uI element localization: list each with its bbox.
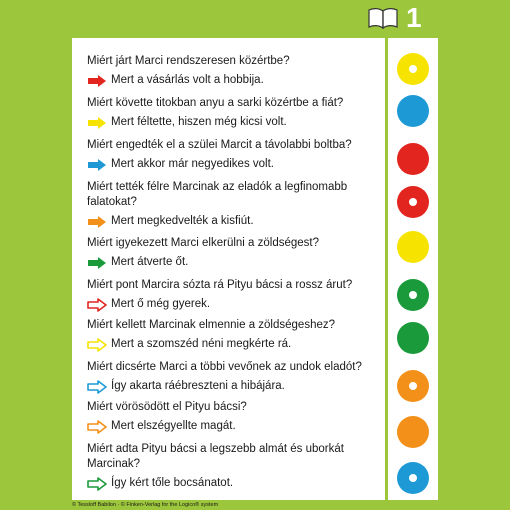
answer-text: Mert megkedvelték a kisfiút. bbox=[111, 215, 254, 227]
answer-row bbox=[87, 157, 377, 172]
color-dot-yellow bbox=[397, 53, 429, 85]
answer-row bbox=[87, 73, 377, 88]
answer-text: Így akarta ráébreszteni a hibájára. bbox=[111, 380, 285, 392]
arrow-right-icon bbox=[87, 74, 107, 88]
qa-item bbox=[87, 54, 377, 88]
color-dot-orange bbox=[397, 370, 429, 402]
answer-text: Mert elszégyellte magát. bbox=[111, 420, 236, 432]
header-bar bbox=[0, 0, 510, 38]
answer-row bbox=[87, 214, 377, 229]
qa-item bbox=[87, 442, 377, 491]
question-text: Miért tették félre Marcinak az eladók a legfinomabb falatokat? bbox=[87, 181, 348, 208]
question-text: Miért pont Marcira sózta rá Pityu bácsi a rossz árut? bbox=[87, 279, 353, 291]
color-dot-yellow bbox=[397, 231, 429, 263]
answer-row bbox=[87, 379, 377, 394]
answer-text: Mert féltette, hiszen még kicsi volt. bbox=[111, 116, 287, 128]
answer-text: Mert akkor már negyedikes volt. bbox=[111, 158, 274, 170]
qa-item bbox=[87, 180, 377, 229]
color-dot-blue bbox=[397, 462, 429, 494]
answer-row bbox=[87, 297, 377, 312]
qa-item bbox=[87, 96, 377, 130]
question-text: Miért igyekezett Marci elkerülni a zöldségest? bbox=[87, 237, 320, 249]
qa-item bbox=[87, 138, 377, 172]
color-dot-blue bbox=[397, 95, 429, 127]
arrow-right-icon bbox=[87, 256, 107, 270]
answer-row bbox=[87, 255, 377, 270]
arrow-right-icon bbox=[87, 380, 107, 394]
arrow-right-icon bbox=[87, 158, 107, 172]
qa-item bbox=[87, 278, 377, 312]
arrow-right-icon bbox=[87, 298, 107, 312]
page-number: 1 bbox=[406, 2, 422, 33]
color-dot-orange bbox=[397, 416, 429, 448]
question-text: Miért vörösödött el Pityu bácsi? bbox=[87, 401, 247, 413]
qa-item bbox=[87, 318, 377, 352]
answer-row bbox=[87, 115, 377, 130]
arrow-right-icon bbox=[87, 215, 107, 229]
answer-text: Mert átverte őt. bbox=[111, 256, 189, 268]
question-text: Miért adta Pityu bácsi a legszebb almát és uborkát Marcinak? bbox=[87, 443, 344, 470]
color-dot-green bbox=[397, 279, 429, 311]
answer-row bbox=[87, 419, 377, 434]
color-dot-red bbox=[397, 143, 429, 175]
qa-item bbox=[87, 400, 377, 434]
question-text: Miért követte titokban anyu a sarki közértbe a fiát? bbox=[87, 97, 344, 109]
question-text: Miért járt Marci rendszeresen közértbe? bbox=[87, 55, 290, 67]
arrow-right-icon bbox=[87, 116, 107, 130]
arrow-right-icon bbox=[87, 420, 107, 434]
answer-text: Így kért tőle bocsánatot. bbox=[111, 477, 234, 489]
question-text: Miért dicsérte Marci a többi vevőnek az undok eladót? bbox=[87, 361, 362, 373]
color-dot-red bbox=[397, 186, 429, 218]
question-text: Miért engedték el a szülei Marcit a távolabbi boltba? bbox=[87, 139, 352, 151]
arrow-right-icon bbox=[87, 477, 107, 491]
answer-row bbox=[87, 476, 377, 491]
qa-item bbox=[87, 236, 377, 270]
arrow-right-icon bbox=[87, 338, 107, 352]
open-book-icon bbox=[368, 7, 398, 29]
copyright-footer: © Tessloff Babilon · © Finken-Verlag for the Logico® system bbox=[72, 502, 219, 508]
color-dot-green bbox=[397, 322, 429, 354]
answer-text: Mert ő még gyerek. bbox=[111, 298, 211, 310]
answer-text: Mert a szomszéd néni megkérte rá. bbox=[111, 338, 292, 350]
qa-item bbox=[87, 360, 377, 394]
answer-row bbox=[87, 337, 377, 352]
question-text: Miért kellett Marcinak elmennie a zöldségeshez? bbox=[87, 319, 336, 331]
answer-text: Mert a vásárlás volt a hobbija. bbox=[111, 74, 264, 86]
